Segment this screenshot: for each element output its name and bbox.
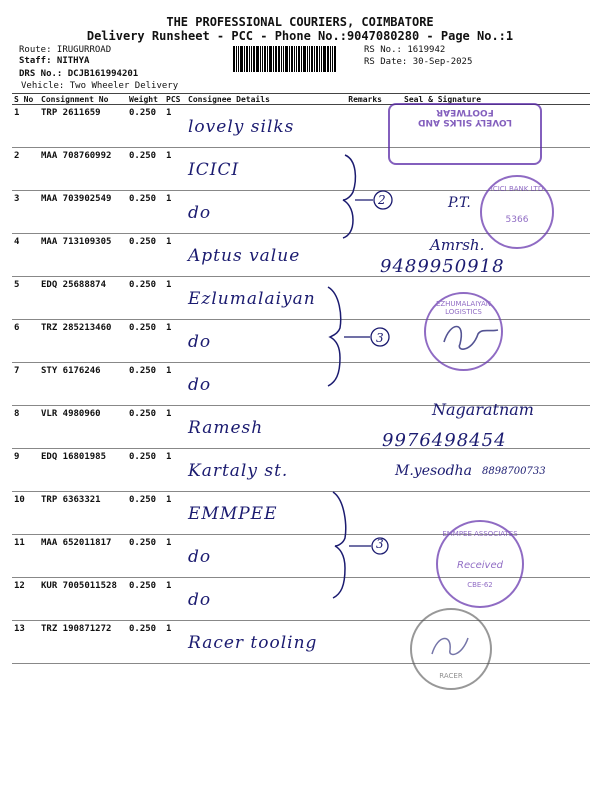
row-pcs: 1 xyxy=(164,578,186,621)
row-consignee xyxy=(186,578,344,621)
runsheet-subtitle: Delivery Runsheet - PCC - Phone No.:9047080280 - Page No.:1 xyxy=(86,29,514,43)
barcode-bar xyxy=(246,46,248,72)
row-consignment-no: EDQ 25688874 xyxy=(39,277,127,320)
row-consignment-no: MAA 713109305 xyxy=(39,234,127,277)
row-consignment-no: TRP 2611659 xyxy=(39,105,127,148)
col-weight: Weight xyxy=(127,94,164,105)
row-consignee xyxy=(186,148,344,191)
row-pcs: 1 xyxy=(164,406,186,449)
row-consignment-no: MAA 708760992 xyxy=(39,148,127,191)
row-pcs: 1 xyxy=(164,535,186,578)
row-consignee xyxy=(186,234,344,277)
row-consignment-no: TRZ 190871272 xyxy=(39,621,127,664)
row-weight: 0.250 xyxy=(127,492,164,535)
handwritten-consignee: EMMPEE xyxy=(188,504,278,524)
row-consignment-no: KUR 7005011528 xyxy=(39,578,127,621)
row-pcs: 1 xyxy=(164,492,186,535)
row-consignee xyxy=(186,535,344,578)
col-sno: S No xyxy=(12,94,39,105)
col-remarks: Remarks xyxy=(344,94,384,105)
barcode-bar xyxy=(327,46,329,72)
row-weight: 0.250 xyxy=(127,191,164,234)
remark-brace-2 xyxy=(320,282,400,390)
row-pcs: 1 xyxy=(164,320,186,363)
row-consignment-no: TRZ 285213460 xyxy=(39,320,127,363)
row-remarks xyxy=(344,105,384,148)
row-consignment-no: MAA 703902549 xyxy=(39,191,127,234)
barcode-bar xyxy=(289,46,290,72)
barcode-bar xyxy=(334,46,336,72)
row-consignee xyxy=(186,449,344,492)
barcode-bar xyxy=(285,46,288,72)
vlr-receiver-name: Nagaratnam xyxy=(432,400,534,419)
row-weight: 0.250 xyxy=(127,621,164,664)
stamp-lovely-silks: LOVELY SILKS AND FOOTWEAR xyxy=(388,103,542,165)
row-weight: 0.250 xyxy=(127,277,164,320)
stamp-icici: ICICI BANK LTD 5366 xyxy=(480,175,554,249)
barcode-bar xyxy=(303,46,306,72)
edq-receiver-phone: 8898700733 xyxy=(482,466,546,477)
barcode-bar xyxy=(256,46,259,72)
barcode-bar xyxy=(233,46,235,72)
row-pcs: 1 xyxy=(164,191,186,234)
row-sno: 8 xyxy=(12,406,39,449)
row-weight: 0.250 xyxy=(127,449,164,492)
row-consignment-no: TRP 6363321 xyxy=(39,492,127,535)
row-weight: 0.250 xyxy=(127,105,164,148)
row-weight: 0.250 xyxy=(127,320,164,363)
drs-number: DRS No.: DCJB161994201 xyxy=(19,69,139,79)
row-sno: 7 xyxy=(12,363,39,406)
vehicle-label: Vehicle: Two Wheeler Delivery xyxy=(21,81,179,91)
barcode-bar xyxy=(314,46,315,72)
row-pcs: 1 xyxy=(164,148,186,191)
row-consignment-no: STY 6176246 xyxy=(39,363,127,406)
row-weight: 0.250 xyxy=(127,234,164,277)
handwritten-consignee: Racer tooling xyxy=(188,633,318,653)
row-sno: 6 xyxy=(12,320,39,363)
row-pcs: 1 xyxy=(164,621,186,664)
row-remarks xyxy=(344,449,384,492)
icici-initials: P.T. xyxy=(448,195,471,211)
barcode-bar xyxy=(307,46,308,72)
row-consignee xyxy=(186,406,344,449)
edq-receiver-name: M.yesodha xyxy=(395,463,472,479)
aptus-receiver-phone: 9489950918 xyxy=(380,256,505,277)
handwritten-consignee: Kartaly st. xyxy=(188,461,289,481)
handwritten-consignee: do xyxy=(188,590,212,610)
handwritten-consignee: Aptus value xyxy=(188,246,301,266)
row-sno: 3 xyxy=(12,191,39,234)
barcode-bar xyxy=(260,46,261,72)
row-pcs: 1 xyxy=(164,234,186,277)
barcode-bar xyxy=(267,46,268,72)
row-weight: 0.250 xyxy=(127,578,164,621)
aptus-receiver-name: Amrsh. xyxy=(430,236,485,254)
barcode-bar xyxy=(281,46,282,72)
table-row xyxy=(12,621,590,664)
row-remarks xyxy=(344,621,384,664)
row-sno: 5 xyxy=(12,277,39,320)
barcode-bar xyxy=(330,46,331,72)
runsheet-title: THE PROFESSIONAL COURIERS, COIMBATORE xyxy=(166,15,434,29)
barcode-bar xyxy=(332,46,333,72)
row-pcs: 1 xyxy=(164,449,186,492)
handwritten-consignee: do xyxy=(188,332,212,352)
remark-mark-1: 2 xyxy=(378,193,386,207)
handwritten-consignee: ICICI xyxy=(188,160,240,180)
barcode-bar xyxy=(294,46,295,72)
barcode-bar xyxy=(298,46,300,72)
barcode-bar xyxy=(262,46,263,72)
barcode-bar xyxy=(244,46,245,72)
vlr-receiver-phone: 9976498454 xyxy=(382,430,507,451)
row-consignment-no: VLR 4980960 xyxy=(39,406,127,449)
handwritten-consignee: lovely silks xyxy=(188,117,295,137)
row-sno: 11 xyxy=(12,535,39,578)
row-consignee xyxy=(186,105,344,148)
row-sno: 12 xyxy=(12,578,39,621)
remark-mark-2: 3 xyxy=(376,331,384,345)
col-consignee: Consignee Details xyxy=(186,94,344,105)
barcode-bar xyxy=(301,46,302,72)
barcode-bar xyxy=(275,46,277,72)
row-sno: 9 xyxy=(12,449,39,492)
barcode xyxy=(233,46,360,72)
barcode-bar xyxy=(316,46,318,72)
row-pcs: 1 xyxy=(164,363,186,406)
row-pcs: 1 xyxy=(164,105,186,148)
col-consignment: Consignment No xyxy=(39,94,127,105)
row-weight: 0.250 xyxy=(127,148,164,191)
barcode-bar xyxy=(309,46,310,72)
row-consignee xyxy=(186,191,344,234)
barcode-bar xyxy=(319,46,320,72)
row-sno: 1 xyxy=(12,105,39,148)
table-row xyxy=(12,320,590,363)
stamp-racer: RACER xyxy=(410,608,492,690)
barcode-bar xyxy=(321,46,322,72)
handwritten-consignee: Ezlumalaiyan xyxy=(188,289,316,309)
row-weight: 0.250 xyxy=(127,406,164,449)
remark-mark-3: 3 xyxy=(376,537,384,551)
col-pcs: PCS xyxy=(164,94,186,105)
barcode-bar xyxy=(264,46,266,72)
row-consignee xyxy=(186,621,344,664)
row-sno: 4 xyxy=(12,234,39,277)
handwritten-consignee: do xyxy=(188,203,212,223)
row-pcs: 1 xyxy=(164,277,186,320)
row-weight: 0.250 xyxy=(127,535,164,578)
rs-date: RS Date: 30-Sep-2025 xyxy=(364,57,473,67)
remark-brace-3 xyxy=(325,488,395,603)
row-consignment-no: MAA 652011817 xyxy=(39,535,127,578)
row-sno: 10 xyxy=(12,492,39,535)
barcode-bar xyxy=(323,46,326,72)
handwritten-consignee: do xyxy=(188,547,212,567)
rs-number: RS No.: 1619942 xyxy=(364,45,446,55)
handwritten-consignee: Ramesh xyxy=(188,418,264,438)
barcode-bar xyxy=(291,46,293,72)
barcode-bar xyxy=(251,46,252,72)
stamp-emmpee: EMMPEE ASSOCIATES Received CBE-62 xyxy=(436,520,524,608)
row-consignee xyxy=(186,492,344,535)
row-sno: 2 xyxy=(12,148,39,191)
barcode-bar xyxy=(249,46,250,72)
stamp-ezhumalaiyan: EZHUMALAIYAN LOGISTICS xyxy=(424,292,503,371)
barcode-bar xyxy=(296,46,297,72)
barcode-bar xyxy=(240,46,243,72)
row-remarks xyxy=(344,406,384,449)
barcode-bar xyxy=(311,46,313,72)
barcode-bar xyxy=(253,46,255,72)
staff-label: Staff: NITHYA xyxy=(19,56,90,66)
route-label: Route: IRUGURROAD xyxy=(19,45,112,55)
barcode-bar xyxy=(269,46,272,72)
row-weight: 0.250 xyxy=(127,363,164,406)
barcode-bar xyxy=(278,46,280,72)
barcode-bar xyxy=(273,46,274,72)
table-row xyxy=(12,277,590,320)
barcode-bar xyxy=(236,46,237,72)
row-sno: 13 xyxy=(12,621,39,664)
row-consignment-no: EDQ 16801985 xyxy=(39,449,127,492)
handwritten-consignee: do xyxy=(188,375,212,395)
col-seal-signature: Seal & Signature xyxy=(384,94,590,105)
barcode-bar xyxy=(238,46,239,72)
barcode-bar xyxy=(283,46,284,72)
